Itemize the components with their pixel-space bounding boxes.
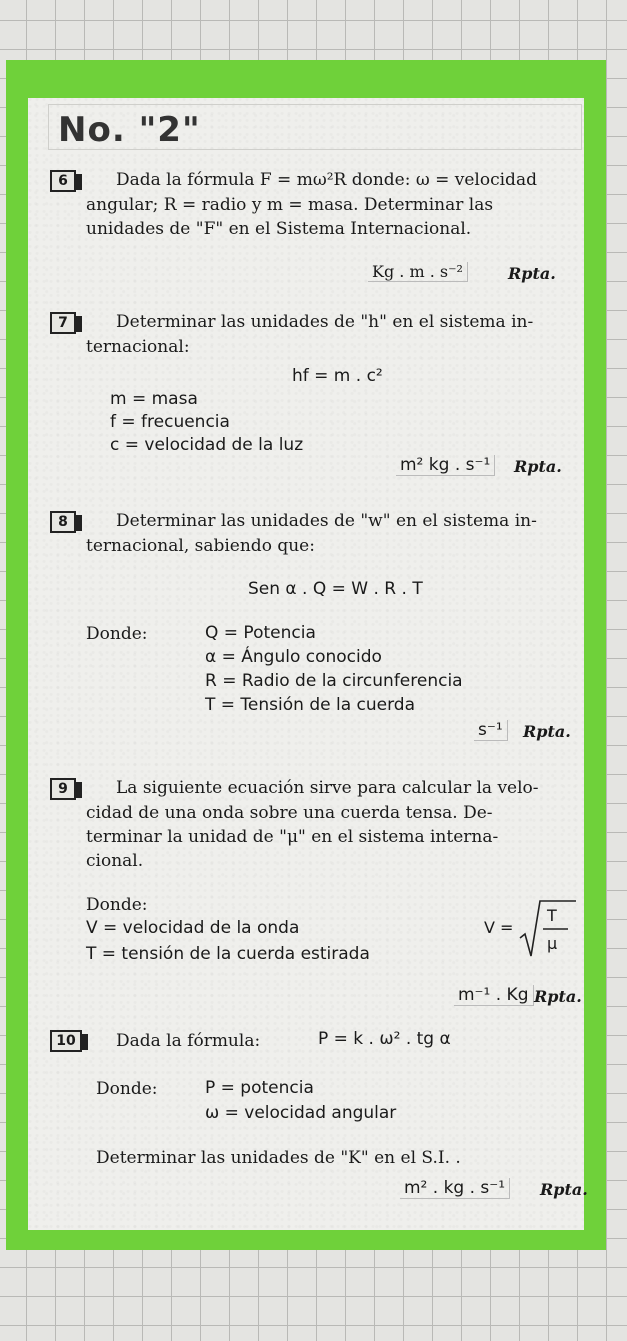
problem-7-def-f: f = frecuencia: [110, 412, 230, 432]
problem-8-rpta: Rpta.: [523, 722, 571, 741]
problem-9-line-3: terminar la unidad de "μ" en el sistema interna-: [86, 827, 499, 847]
worksheet-card: [28, 98, 588, 1230]
problem-8-line-2: ternacional, sabiendo que:: [86, 536, 315, 556]
problem-7-equation: hf = m . c²: [292, 366, 383, 386]
problem-number-10: 10: [50, 1030, 82, 1052]
formula-numerator: T: [547, 906, 557, 925]
problem-6-line-2: angular; R = radio y m = masa. Determinar las: [86, 195, 494, 215]
formula-lhs: V =: [484, 918, 514, 937]
problem-10-closing: Determinar las unidades de "K" en el S.I. .: [96, 1148, 461, 1168]
problem-8-def-r: R = Radio de la circunferencia: [205, 671, 463, 691]
problem-8-def-t: T = Tensión de la cuerda: [205, 695, 416, 715]
problem-number-9: 9: [50, 778, 76, 800]
problem-9-line-2: cidad de una onda sobre una cuerda tensa. De-: [86, 803, 493, 823]
problem-number-7: 7: [50, 312, 76, 334]
problem-8-def-alpha: α = Ángulo conocido: [205, 647, 382, 667]
problem-6-line-3: unidades de "F" en el Sistema Internacional.: [86, 219, 472, 239]
problem-9-line-4: cional.: [86, 851, 144, 871]
problem-9-rpta: Rpta.: [534, 987, 582, 1006]
problem-7-rpta: Rpta.: [514, 457, 562, 476]
problem-10-def-omega: ω = velocidad angular: [205, 1103, 397, 1123]
problem-7-def-m: m = masa: [110, 389, 198, 409]
problem-7-line-1: Determinar las unidades de "h" en el sistema in-: [116, 312, 534, 332]
problem-number-8: 8: [50, 511, 76, 533]
problem-9-answer: m⁻¹ . Kg: [454, 985, 534, 1006]
problem-8-donde: Donde:: [86, 624, 148, 644]
problem-10-donde: Donde:: [96, 1079, 158, 1099]
problem-10-answer: m² . kg . s⁻¹: [400, 1178, 510, 1199]
problem-6-answer: Kg . m . s⁻²: [368, 262, 468, 282]
problem-number-6: 6: [50, 170, 76, 192]
problem-7-answer: m² kg . s⁻¹: [396, 455, 495, 476]
problem-9-def-v: V = velocidad de la onda: [86, 918, 300, 938]
problem-8-equation: Sen α . Q = W . R . T: [248, 579, 423, 599]
problem-6-line-1: Dada la fórmula F = mω²R donde: ω = velocidad: [116, 170, 537, 190]
problem-8-line-1: Determinar las unidades de "w" en el sistema in-: [116, 511, 537, 531]
problem-6-rpta: Rpta.: [508, 264, 556, 283]
problem-9-donde: Donde:: [86, 895, 148, 915]
problem-9-line-1: La siguiente ecuación sirve para calcular la velo-: [116, 778, 539, 798]
problem-10-rpta: Rpta.: [540, 1180, 588, 1199]
problem-7-def-c: c = velocidad de la luz: [110, 435, 304, 455]
problem-10-def-p: P = potencia: [205, 1078, 314, 1098]
problem-9-formula: [484, 896, 584, 962]
problem-7-line-2: ternacional:: [86, 337, 190, 357]
problem-10-line-1: Dada la fórmula:: [116, 1031, 261, 1051]
problem-10-equation: P = k . ω² . tg α: [318, 1029, 451, 1049]
problem-9-def-t: T = tensión de la cuerda estirada: [86, 944, 370, 964]
problem-8-answer: s⁻¹: [474, 720, 508, 741]
page-title: No. "2": [58, 110, 201, 150]
problem-8-def-q: Q = Potencia: [205, 623, 316, 643]
formula-denominator: μ: [547, 934, 558, 953]
